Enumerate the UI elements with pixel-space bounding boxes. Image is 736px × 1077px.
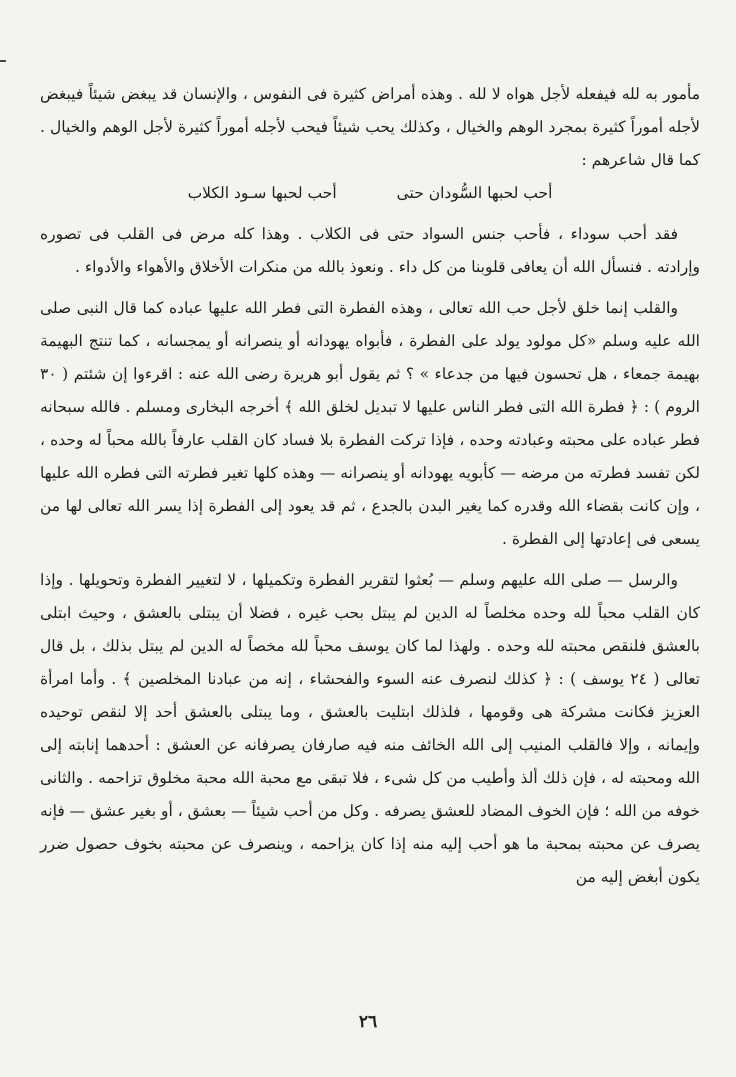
margin-mark (0, 60, 6, 62)
paragraph-1: مأمور به لله فيفعله لأجل هواه لا لله . وهذه أمراض كثيرة فى النفوس ، والإنسان قد يبغض شيئاً فيبغض لأجله أموراً كثيرة بمجرد الوهم والخيال ، وكذلك يحب شيئاً فيحب لأجله أموراً كثيرة لأجل الوهم والخيال . كما قال شاعرهم : (40, 85, 700, 169)
verse-first-hemistich: أحب لحبها السُّودان حتى (396, 184, 553, 202)
poem-verse (40, 177, 700, 210)
paragraph-3: والقلب إنما خلق لأجل حب الله تعالى ، وهذه الفطرة التى فطر الله عليها عباده كما قال النبى صلى الله عليه وسلم «كل مولود يولد على الفطرة ، فأبواه يهودانه أو ينصرانه أو يمجسانه ، كما تنتج البهيمة بهيمة جمعاء ، هل تحسون فيها من جدعاء » ؟ ثم يقول أبو هريرة رضى الله عنه : اقرءوا إن شئتم ( ٣٠ الروم ) : ﴿ فطرة الله التى فطر الناس عليها لا تبديل لخلق الله ﴾ أخرجه البخارى ومسلم . فالله سبحانه فطر عباده على محبته وعبادته وحده ، فإذا تركت الفطرة بلا فساد كان القلب عارفاً بالله محباً له وحده ، لكن تفسد فطرته من مرضه — كأبويه يهودانه أو ينصرانه — وهذه كلها تغير فطرته التى فطره الله عليها ، وإن كانت بقضاء الله وقدره كما يغير البدن بالجدع ، ثم قد يعود إلى الفطرة إذا يسر الله تعالى لها من يسعى فى إعادتها إلى الفطرة . (40, 299, 700, 548)
verse-second-hemistich: أحب لحبها سـود الكلاب (187, 184, 337, 202)
paragraph-2: فقد أحب سوداء ، فأحب جنس السواد حتى فى الكلاب . وهذا كله مرض فى القلب فى تصوره وإرادته . فنسأل الله أن يعافى قلوبنا من كل داء . ونعوذ بالله من منكرات الأخلاق والأهواء والأدواء . (40, 225, 700, 276)
paragraph-4: والرسل — صلى الله عليهم وسلم — بُعثوا لتقرير الفطرة وتكميلها ، لا لتغيير الفطرة وتحويلها . وإذا كان القلب محباً لله وحده مخلصاً له الدين لم يبتل بحب غيره ، فضلا أن يبتلى بالعشق ، وحيث ابتلى بالعشق فلنقص محبته لله وحده . ولهذا لما كان يوسف محباً لله مخصاً له الدين لم يبتل بذلك ، بل قال تعالى ( ٢٤ يوسف ) : ﴿ كذلك لنصرف عنه السوء والفحشاء ، إنه من عبادنا المخلصين ﴾ . وأما امرأة العزيز فكانت مشركة هى وقومها ، فلذلك ابتليت بالعشق ، وما يبتلى بالعشق أحد إلا لنقص توحيده وإيمانه ، وإلا فالقلب المنيب إلى الله الخائف منه فيه صارفان يصرفانه عن العشق : أحدهما إنابته إلى الله ومحبته له ، فإن ذلك ألذ وأطيب من كل شىء ، فلا تبقى مع محبة الله محبة مخلوق تزاحمه . والثانى خوفه من الله ؛ فإن الخوف المضاد للعشق يصرفه . وكل من أحب شيئاً — بعشق ، أو بغير عشق — فإنه يصرف عن محبته بمحبة ما هو أحب إليه منه إذا كان يزاحمه ، وينصرف عن محبته بخوف حصول ضرر يكون أبغض إليه من (40, 571, 700, 886)
page-body (40, 78, 700, 894)
page-number: ٢٦ (358, 1012, 378, 1032)
